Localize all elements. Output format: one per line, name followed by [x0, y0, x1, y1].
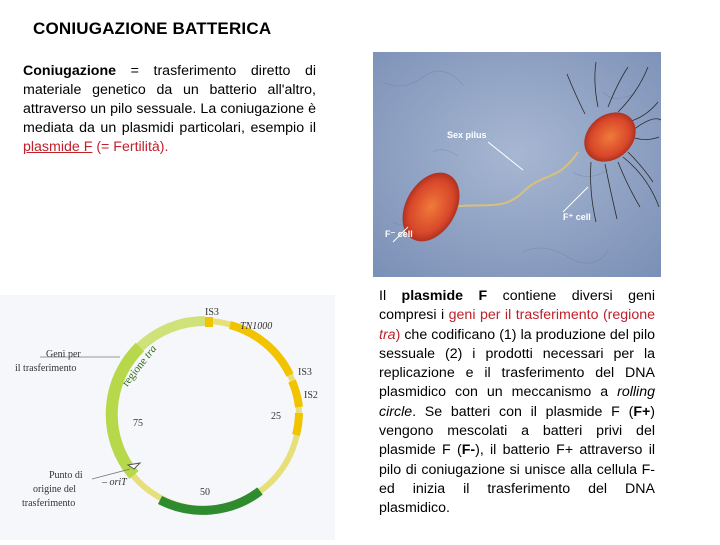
label-punto-di: Punto di: [49, 470, 83, 481]
para-3: contiene diversi geni compresi i: [379, 288, 655, 324]
intro-text: [23, 62, 316, 157]
label-orit: – oriT: [102, 477, 127, 488]
label-is2: IS2: [304, 390, 318, 401]
label-50: 50: [200, 487, 210, 498]
para-plasmid-f: plasmide F: [401, 288, 488, 304]
para-1: Il: [379, 288, 402, 304]
label-geni-per: Geni per: [46, 349, 81, 360]
plasmid-description: [379, 287, 655, 519]
intro-plasmid-link[interactable]: plasmide F: [23, 139, 93, 155]
is3-top-box: [205, 317, 213, 327]
label-is3-top: IS3: [205, 307, 219, 318]
para-rolling-circle: rolling circle: [379, 384, 655, 420]
para-13: ), il batterio F+ attraverso il pilo di coniugazione si unisce alla cellula F-ed inizia il trasferimento del DNA plasmidico.: [379, 442, 655, 517]
label-sex-pilus: Sex pilus: [447, 130, 487, 140]
label-tn1000: TN1000: [240, 321, 273, 332]
conjugation-micrograph: [373, 52, 661, 277]
para-fplus: F+: [633, 403, 651, 420]
label-25: 25: [271, 411, 281, 422]
micrograph-svg: [373, 52, 661, 277]
label-fminus-cell: F⁻ cell: [385, 229, 413, 239]
plasmid-map-svg: [0, 295, 335, 540]
page-title: CONIUGAZIONE BATTERICA: [33, 19, 272, 38]
plasmid-f-map: [0, 295, 335, 540]
para-11: ) vengono mescolati a batteri privi del plasmide F (: [379, 403, 655, 459]
is2-arc: [296, 413, 299, 435]
label-fplus-cell: F⁺ cell: [563, 212, 591, 222]
intro-term: Coniugazione: [23, 63, 117, 79]
label-trasferimento: trasferimento: [22, 498, 76, 509]
label-is3-right: IS3: [298, 367, 312, 378]
label-il-trasferimento: il trasferimento: [15, 363, 77, 374]
para-9: . Se batteri con il plasmide F (: [412, 403, 634, 420]
label-75: 75: [133, 418, 143, 429]
intro-text-1: = trasferimento diretto di materiale genetico da un batterio all'altro, attraverso un pilo sessuale. La coniugazione è mediata da un plasmidi particolari, esempio il: [23, 63, 316, 136]
para-fminus: F-: [461, 442, 476, 459]
intro-text-2: (= Fertilità).: [92, 139, 169, 155]
para-geni-tra: geni per il trasferimento (regione tra): [379, 307, 656, 343]
label-origine-del: origine del: [33, 484, 77, 495]
para-7: che codificano (1) la produzione del pilo sessuale (2) i prodotti necessari per la replicazione e il trasferimento del DNA plasmidico con un meccanismo a: [379, 326, 655, 401]
label-regione-tra: regione tra: [119, 343, 160, 389]
